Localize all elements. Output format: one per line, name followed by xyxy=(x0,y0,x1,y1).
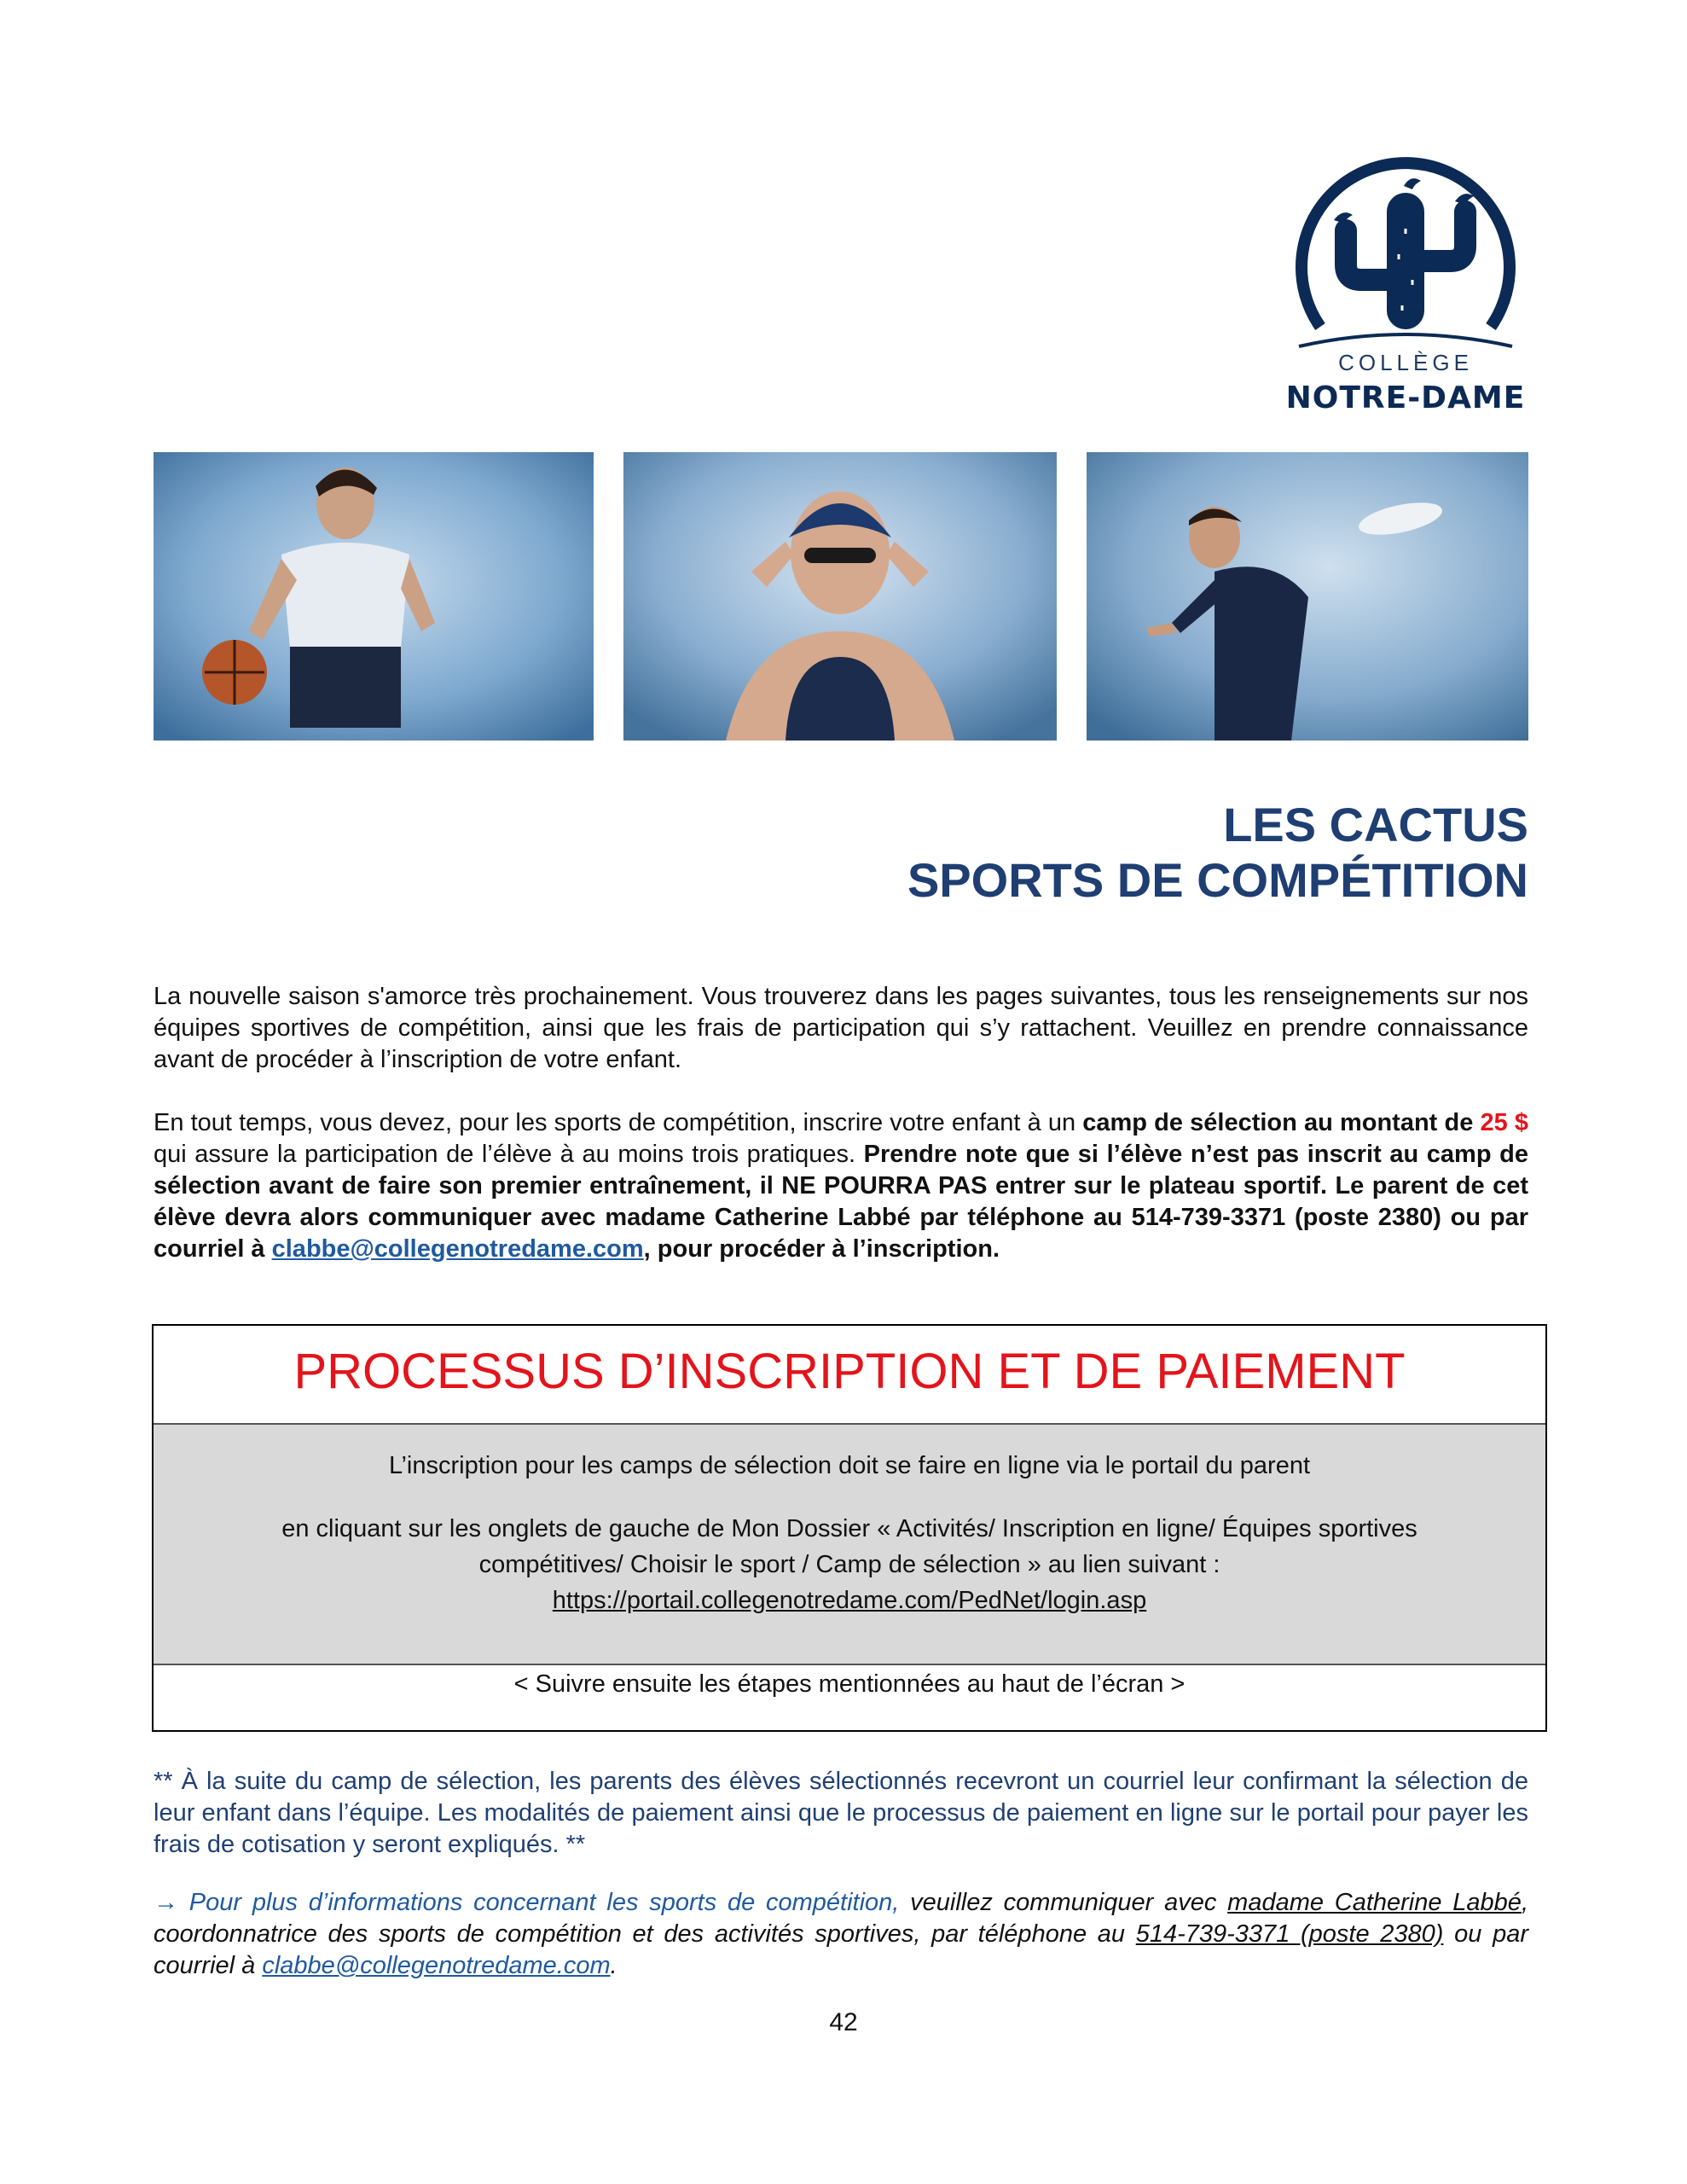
page-number: 42 xyxy=(829,2008,858,2036)
warning-text: Prendre note que si l’élève n’est pas inscrit au camp de sélection avant de faire son premier entraînement, il NE POURRA PAS entrer sur le plateau sportif. Le parent de cet élève devra alors communiquer avec madame Catherine Labbé par téléphone au 514-739-3371 (poste 2380) ou par courriel à xyxy=(154,1141,1528,1263)
process-line-2: en cliquant sur les onglets de gauche de Mon Dossier « Activités/ Inscription en ligne/ Équipes sportives xyxy=(281,1515,1417,1542)
logo-college-text: COLLÈGE xyxy=(1338,350,1473,375)
logo-name-text: NOTRE-DAME xyxy=(1285,380,1526,415)
contact-phone: 514-739-3371 (poste 2380) xyxy=(1135,1920,1444,1948)
info-text-b: , coordonnatrice des sports de compétition et des activités sportives, par téléphone au xyxy=(154,1889,1528,1948)
intro-paragraph-1: La nouvelle saison s'amorce très prochainement. Vous trouverez dans les pages suivantes, tous les renseignements sur nos équipes sportives de compétition, ainsi que les frais de participation qui s’y rattachent. Veuillez en prendre connaissance avant de procéder à l’inscription de votre enfant. xyxy=(154,983,1528,1073)
contact-info xyxy=(154,1887,1528,1982)
contact-email-link[interactable]: clabbe@collegenotredame.com xyxy=(262,1952,611,1979)
info-text-a: veuillez communiquer avec xyxy=(899,1889,1228,1916)
info-text-d: . xyxy=(610,1952,617,1979)
participation-text: qui assure la participation de l’élève à au moins trois pratiques. xyxy=(154,1141,864,1168)
heading-line-1: LES CACTUS xyxy=(1223,798,1528,851)
process-footer: < Suivre ensuite les étapes mentionnées au haut de l’écran > xyxy=(513,1670,1186,1698)
process-body xyxy=(154,1425,1545,1665)
heading-line-2: SPORTS DE COMPÉTITION xyxy=(907,853,1528,907)
email-link[interactable]: clabbe@collegenotredame.com xyxy=(271,1235,644,1263)
warning-end-text: , pour procéder à l’inscription. xyxy=(643,1235,1000,1263)
basketball-player-photo xyxy=(154,452,594,741)
cactus-emblem-icon xyxy=(1278,152,1533,348)
swimmer-photo xyxy=(623,452,1057,741)
process-line-3: compétitives/ Choisir le sport / Camp de sélection » au lien suivant : xyxy=(478,1551,1220,1578)
contact-name: madame Catherine Labbé xyxy=(1227,1889,1522,1916)
info-text-c: ou par courriel à xyxy=(154,1920,1529,1979)
process-line-1: L’inscription pour les camps de sélection doit se faire en ligne via le portail du parent xyxy=(388,1452,1311,1479)
info-lead: → Pour plus d’informations concernant les sports de compétition, xyxy=(154,1889,900,1916)
portal-link[interactable]: https://portail.collegenotredame.com/PedNet/login.asp xyxy=(552,1587,1147,1614)
intro-paragraph-2 xyxy=(154,1107,1528,1265)
ultimate-frisbee-player-photo xyxy=(1087,452,1528,741)
camp-selection-text: camp de sélection au montant de xyxy=(1082,1109,1481,1136)
process-header xyxy=(154,1326,1545,1425)
intro-text: En tout temps, vous devez, pour les sports de compétition, inscrire votre enfant à un xyxy=(154,1109,1083,1136)
process-title: PROCESSUS D’INSCRIPTION ET DE PAIEMENT xyxy=(293,1344,1406,1399)
college-logo xyxy=(1278,152,1533,416)
selection-note: ** À la suite du camp de sélection, les parents des élèves sélectionnés recevront un courriel leur confirmant la sélection de leur enfant dans l’équipe. Les modalités de paiement ainsi que le processus de paiement en ligne sur le portail pour payer les frais de cotisation y seront expliqués. ** xyxy=(154,1768,1528,1858)
process-box xyxy=(152,1324,1547,1732)
price-text: 25 $ xyxy=(1480,1109,1528,1136)
